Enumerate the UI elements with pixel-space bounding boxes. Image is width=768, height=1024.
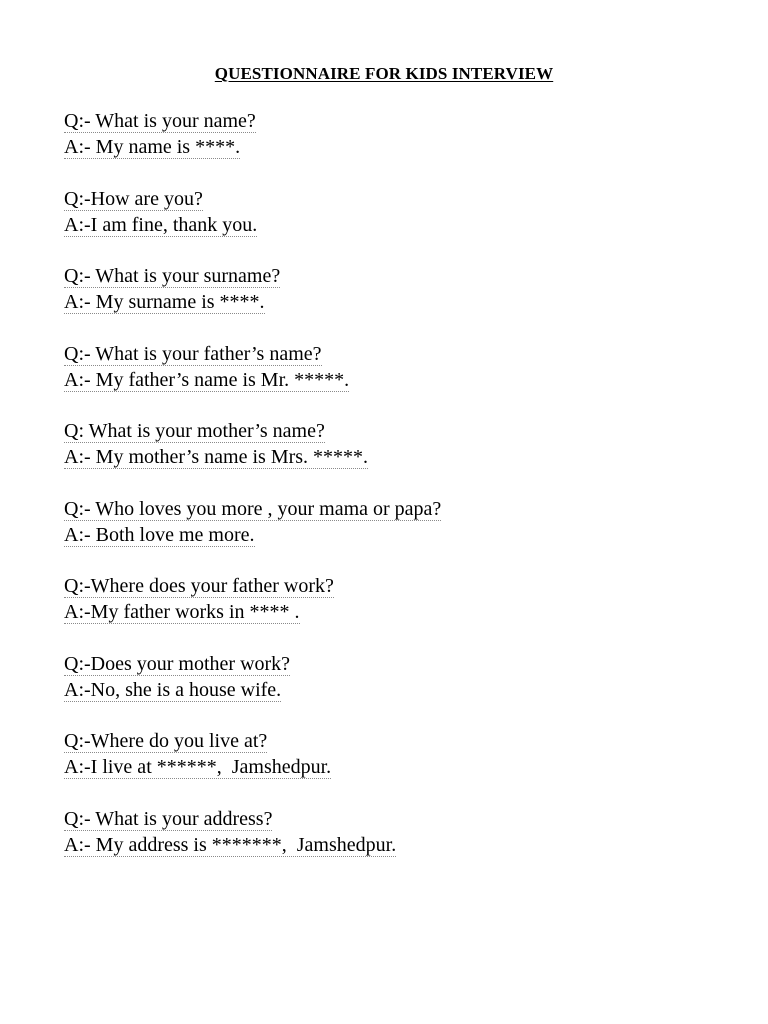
answer-text: A:- My surname is ****. (64, 291, 265, 313)
qa-pair (64, 573, 744, 651)
question-text: Q: What is your mother’s name? (64, 420, 325, 442)
question-text: Q:- What is your address? (64, 807, 273, 830)
answer-text: A:-I am fine, thank you. (64, 213, 258, 236)
answer-text: A:-My father works in **** . (64, 601, 300, 623)
question-text: Q:-Does your mother work? (64, 652, 291, 675)
answer-text: A:- My address is *******, Jamshedpur. (64, 833, 397, 856)
question-text: Q:- Who loves you more , your mama or papa? (64, 497, 442, 520)
question-text: Q:- What is your name? (64, 110, 256, 132)
answer-text: A:-I live at ******, Jamshedpur. (64, 756, 332, 778)
answer-text: A:- My father’s name is Mr. *****. (64, 368, 350, 391)
qa-pair (64, 806, 744, 884)
answer-text: A:- Both love me more. (64, 523, 255, 546)
qa-pair (64, 418, 744, 496)
qa-pair (64, 651, 744, 729)
qa-pair (64, 341, 744, 419)
answer-text: A:-No, she is a house wife. (64, 678, 282, 701)
answer-text: A:- My mother’s name is Mrs. *****. (64, 446, 369, 468)
qa-pair (64, 263, 744, 341)
qa-pair (64, 496, 744, 574)
qa-pair (64, 728, 744, 806)
qa-pair (64, 108, 744, 186)
question-text: Q:- What is your surname? (64, 265, 281, 287)
document-title: QUESTIONNAIRE FOR KIDS INTERVIEW (214, 64, 554, 83)
qa-list (64, 108, 744, 883)
question-text: Q:- What is your father’s name? (64, 342, 322, 365)
question-text: Q:-How are you? (64, 187, 203, 210)
question-text: Q:-Where does your father work? (64, 575, 334, 597)
qa-pair (64, 186, 744, 264)
question-text: Q:-Where do you live at? (64, 730, 268, 752)
answer-text: A:- My name is ****. (64, 136, 241, 158)
